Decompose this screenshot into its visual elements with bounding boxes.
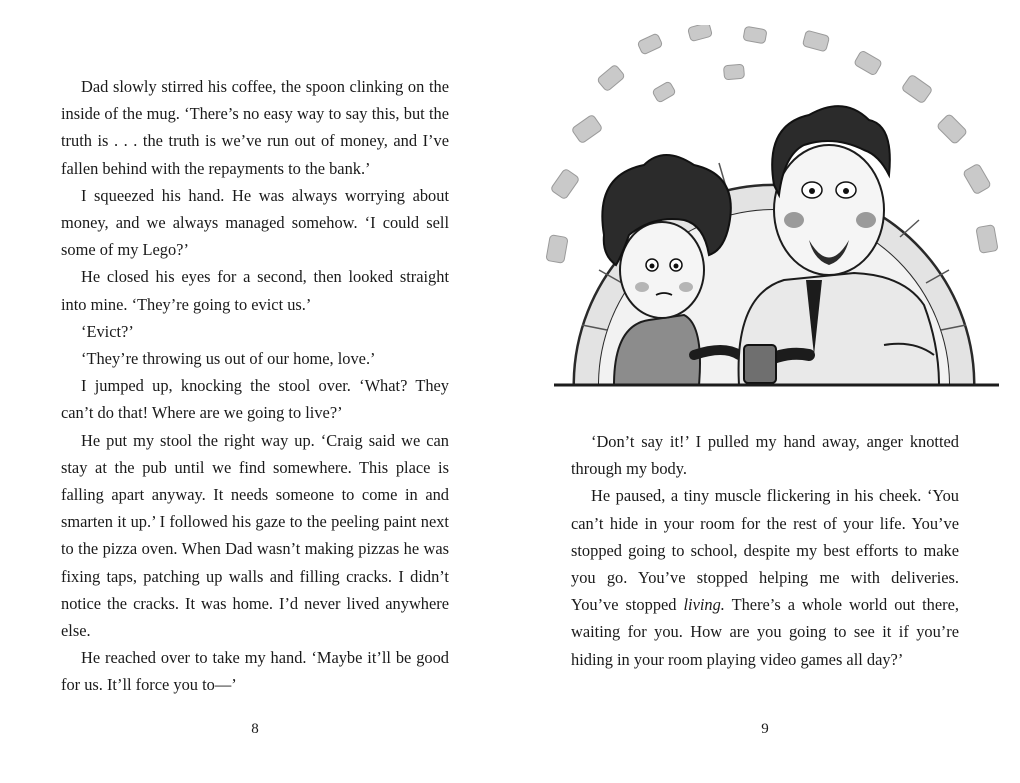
page-number: 8 bbox=[251, 721, 259, 737]
paragraph-with-emphasis bbox=[571, 482, 959, 672]
paragraph: ‘Don’t say it!’ I pulled my hand away, anger knotted through my body. bbox=[571, 432, 959, 479]
mug-icon bbox=[744, 345, 776, 383]
paragraph: I jumped up, knocking the stool over. ‘What? They can’t do that! Where are we going to live?’ bbox=[61, 376, 449, 423]
right-page bbox=[510, 0, 1020, 783]
father-and-son-illustration bbox=[544, 25, 1004, 415]
paragraph-text: He paused, a tiny muscle flickering in his cheek. ‘You can’t hide in your room for the rest of your life. You’ve stopped going to school, despite my best efforts to make you go. You’ve stopped helping me with deliveries. You’ve stopped bbox=[571, 486, 959, 615]
paragraph: ‘They’re throwing us out of our home, love.’ bbox=[81, 349, 376, 369]
paragraph: ‘Evict?’ bbox=[81, 321, 134, 341]
paragraph: He closed his eyes for a second, then looked straight into mine. ‘They’re going to evict us.’ bbox=[61, 267, 449, 314]
page-number: 9 bbox=[761, 721, 769, 737]
paragraph: Dad slowly stirred his coffee, the spoon clinking on the inside of the mug. ‘There’s no easy way to say this, but the truth is . . . the truth is we’ve run out of money, and I’ve fallen behind with the repayments to the bank.’ bbox=[61, 77, 449, 178]
paragraph-tail: There’s a whole world out there, waiting for you. How are you going to see it if you’re hiding in your room playing video games all day?’ bbox=[571, 595, 959, 669]
paragraph: He put my stool the right way up. ‘Craig said we can stay at the pub until we find somewhere. This place is falling apart anyway. It needs someone to come in and smarten it up.’ I followed his gaze to the peeling paint next to the pizza oven. When Dad wasn’t making pizzas he was fixing taps, patching up walls and filling cracks. I didn’t notice the cracks. It was home. I’d never lived anywhere else. bbox=[61, 430, 449, 641]
right-page-text bbox=[571, 428, 959, 673]
paragraph: I squeezed his hand. He was always worrying about money, and we always managed somehow. ‘I could sell some of my Lego?’ bbox=[61, 185, 449, 260]
paragraph: He reached over to take my hand. ‘Maybe it’ll be good for us. It’ll force you to—’ bbox=[61, 648, 449, 695]
left-page-text bbox=[61, 73, 449, 699]
emphasis-word: living. bbox=[683, 595, 725, 615]
